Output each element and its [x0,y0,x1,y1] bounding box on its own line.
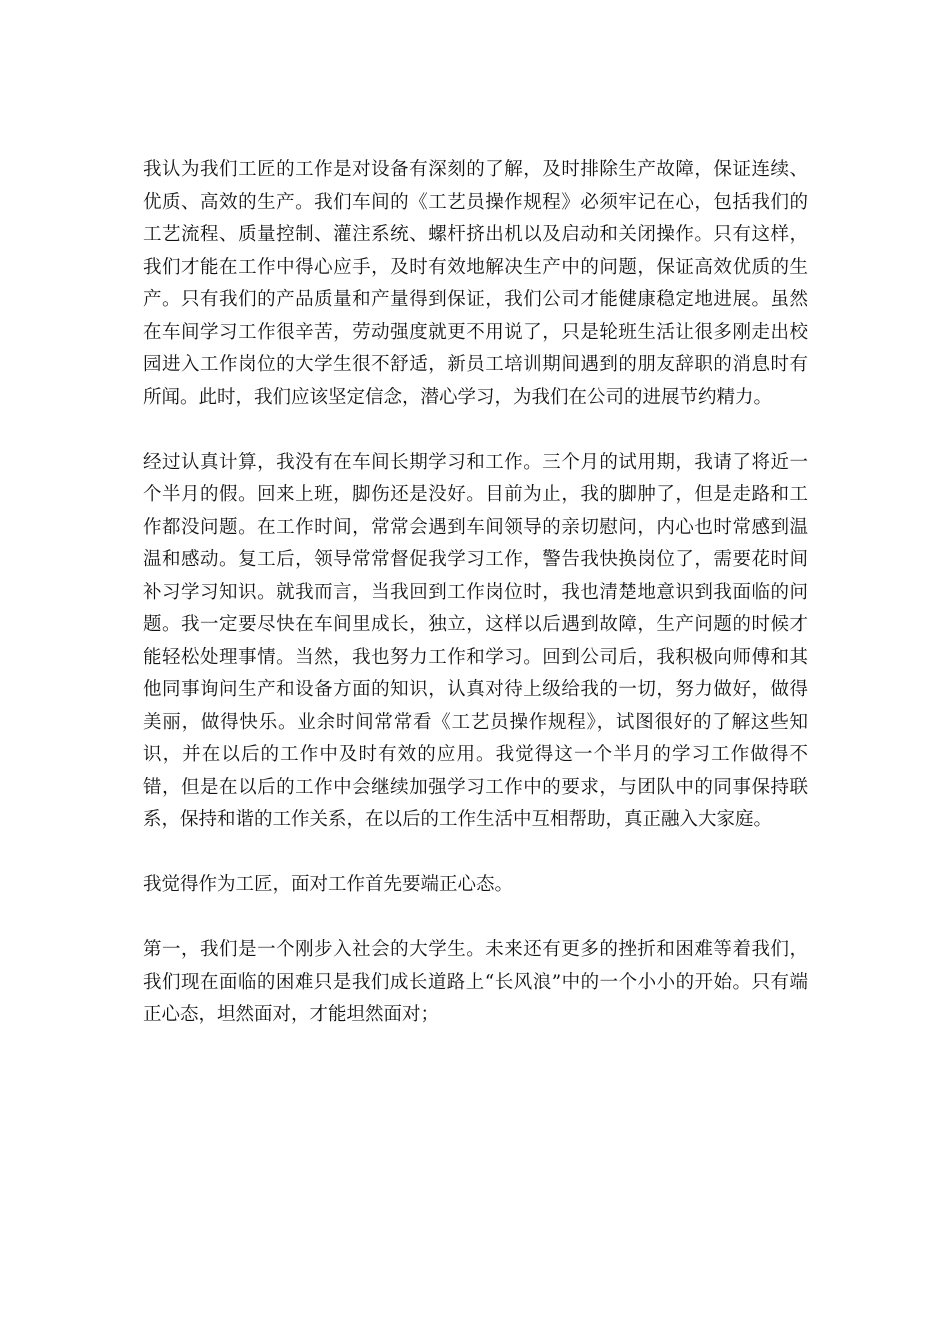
document-body [143,154,808,1032]
paragraph-4: 第一，我们是一个刚步入社会的大学生。未来还有更多的挫折和困难等着我们，我们现在面临的困难只是我们成长道路上“长风浪”中的一个小小的开始。只有端正心态，坦然面对，才能坦然面对； [143,939,808,1025]
paragraph-2: 经过认真计算，我没有在车间长期学习和工作。三个月的试用期，我请了将近一个半月的假。回来上班，脚伤还是没好。目前为止，我的脚肿了，但是走路和工作都没问题。在工作时间，常常会遇到车间领导的亲切慰问，内心也时常感到温温和感动。复工后，领导常常督促我学习工作，警告我快换岗位了，需要花时间补习学习知识。就我而言，当我回到工作岗位时，我也清楚地意识到我面临的问题。我一定要尽快在车间里成长，独立，这样以后遇到故障，生产问题的时候才能轻松处理事情。当然，我也努力工作和学习。回到公司后，我积极向师傅和其他同事询问生产和设备方面的知识，认真对待上级给我的一切，努力做好，做得美丽，做得快乐。业余时间常常看《工艺员操作规程》，试图很好的了解这些知识，并在以后的工作中及时有效的应用。我觉得这一个半月的学习工作做得不错，但是在以后的工作中会继续加强学习工作中的要求，与团队中的同事保持联系，保持和谐的工作关系，在以后的工作生活中互相帮助，真正融入大家庭。 [143,451,808,830]
paragraph-3: 我觉得作为工匠，面对工作首先要端正心态。 [143,874,514,895]
paragraph-1: 我认为我们工匠的工作是对设备有深刻的了解，及时排除生产故障，保证连续、优质、高效的生产。我们车间的《工艺员操作规程》必须牢记在心，包括我们的工艺流程、质量控制、灌注系统、螺杆挤出机以及启动和关闭操作。只有这样，我们才能在工作中得心应手，及时有效地解决生产中的问题，保证高效优质的生产。只有我们的产品质量和产量得到保证，我们公司才能健康稳定地进展。虽然在车间学习工作很辛苦，劳动强度就更不用说了，只是轮班生活让很多刚走出校园进入工作岗位的大学生很不舒适，新员工培训期间遇到的朋友辞职的消息时有所闻。此时，我们应该坚定信念，潜心学习，为我们在公司的进展节约精力。 [143,159,808,408]
